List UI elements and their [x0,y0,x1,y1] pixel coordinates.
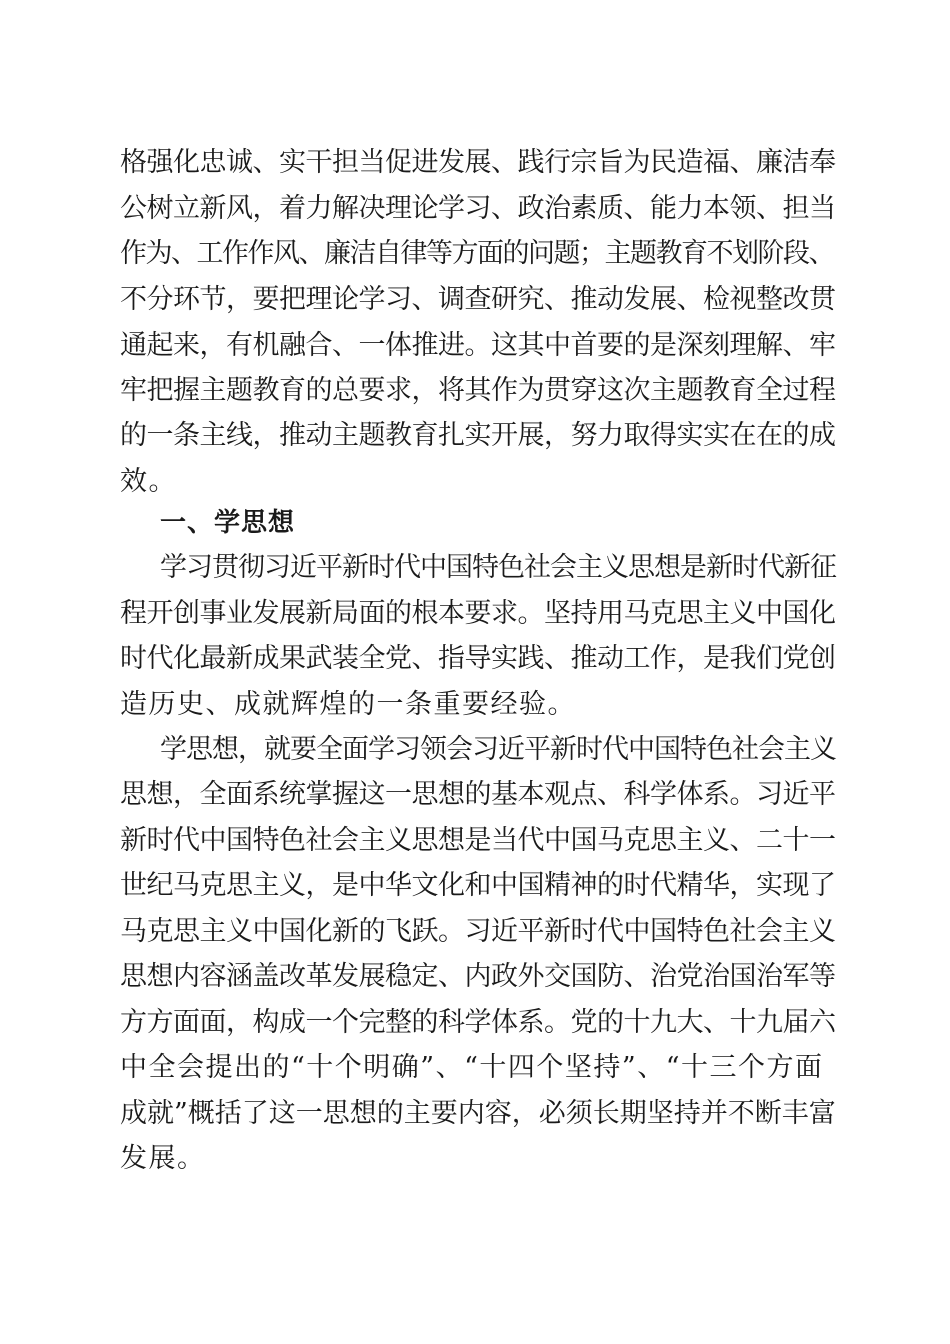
paragraph-line: 成就”概括了这一思想的主要内容，必须长期坚持并不断丰富 [120,1098,836,1129]
intro-line: 作为、工作作风、廉洁自律等方面的问题；主题教育不划阶段、 [120,238,834,269]
paragraph-line: 时代化最新成果武装全党、指导实践、推动工作，是我们党创 [120,643,836,674]
intro-line: 的一条主线，推动主题教育扎实开展，努力取得实实在在的成 [120,420,836,451]
intro-line: 不分环节，要把理论学习、调查研究、推动发展、检视整改贯 [120,284,836,315]
paragraph-line: 思想内容涵盖改革发展稳定、内政外交国防、治党治国治军等 [120,961,836,992]
paragraph-line: 程开创事业发展新局面的根本要求。坚持用马克思主义中国化 [120,598,836,629]
intro-line: 格强化忠诚、实干担当促进发展、践行宗旨为民造福、廉洁奉 [120,147,836,178]
paragraph-line: 学习贯彻习近平新时代中国特色社会主义思想是新时代新征 [160,552,836,583]
paragraph-line: 新时代中国特色社会主义思想是当代中国马克思主义、二十一 [120,825,836,856]
section-heading: 一、学思想 [160,508,296,538]
paragraph-line: 学思想，就要全面学习领会习近平新时代中国特色社会主义 [160,734,836,765]
paragraph-line: 造历史、成就辉煌的一条重要经验。 [120,689,576,720]
paragraph-line: 方方面面，构成一个完整的科学体系。党的十九大、十九届六 [120,1007,836,1038]
paragraph-line: 思想，全面系统掌握这一思想的基本观点、科学体系。习近平 [120,779,836,810]
intro-line: 效。 [120,466,177,497]
paragraph-line: 马克思主义中国化新的飞跃。习近平新时代中国特色社会主义 [120,916,836,947]
paragraph-line: 发展。 [120,1143,206,1174]
paragraph-line: 中全会提出的“十个明确”、“十四个坚持”、“十三个方面 [120,1052,824,1083]
intro-line: 牢把握主题教育的总要求，将其作为贯穿这次主题教育全过程 [120,375,836,406]
intro-line: 通起来，有机融合、一体推进。这其中首要的是深刻理解、牢 [120,330,836,361]
intro-line: 公树立新风，着力解决理论学习、政治素质、能力本领、担当 [120,193,836,224]
paragraph-line: 世纪马克思主义，是中华文化和中国精神的时代精华，实现了 [120,870,836,901]
